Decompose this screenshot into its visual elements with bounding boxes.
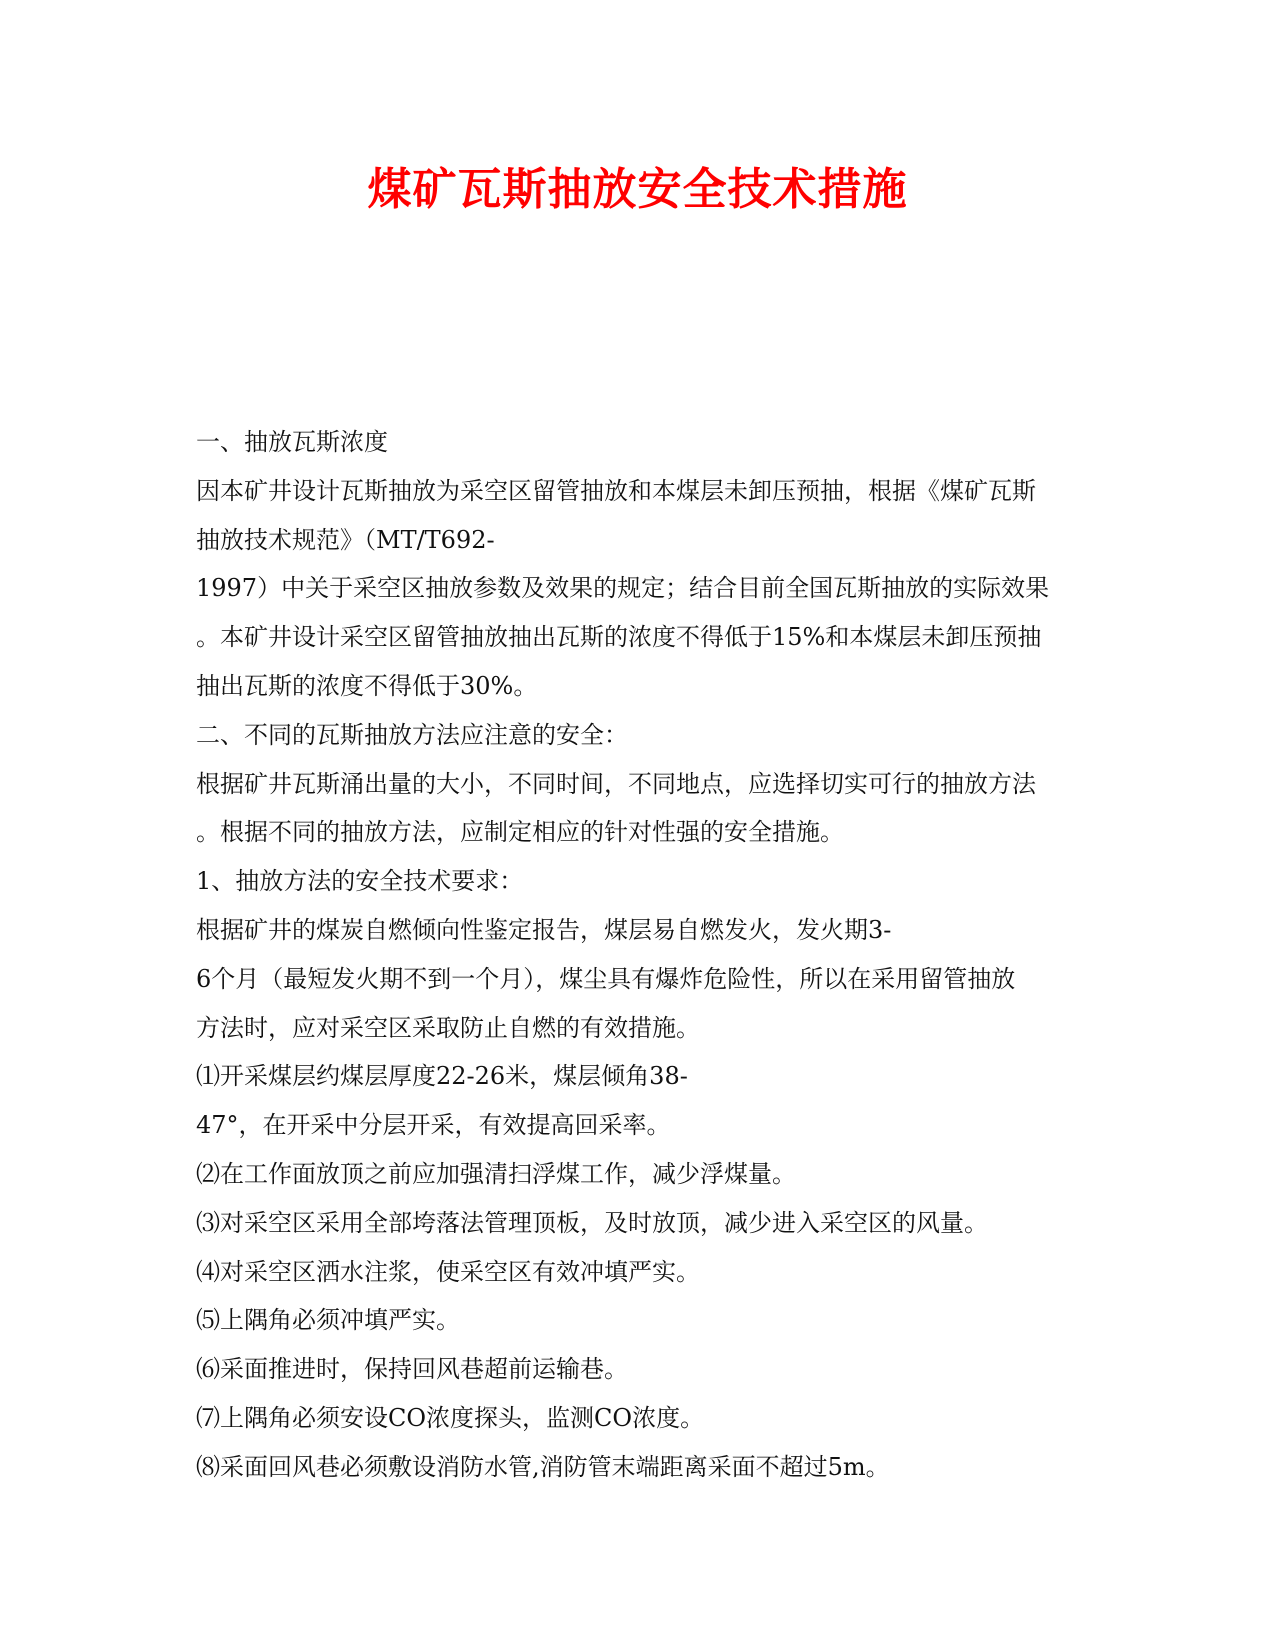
paragraph-line: 因本矿井设计瓦斯抽放为采空区留管抽放和本煤层未卸压预抽，根据《煤矿瓦斯	[196, 476, 1036, 505]
paragraph-line: 抽放技术规范》（MT/T692-	[196, 525, 495, 554]
list-item: 47°，在开采中分层开采，有效提高回采率。	[196, 1111, 671, 1140]
list-item: ⑷对采空区洒水注浆，使采空区有效冲填严实。	[196, 1257, 700, 1286]
paragraph-line: 。本矿井设计采空区留管抽放抽出瓦斯的浓度不得低于15%和本煤层未卸压预抽	[196, 623, 1042, 652]
list-item: ⑵在工作面放顶之前应加强清扫浮煤工作，减少浮煤量。	[196, 1159, 796, 1188]
list-item: ⑸上隅角必须冲填严实。	[196, 1306, 460, 1335]
paragraph-line: 1997）中关于采空区抽放参数及效果的规定；结合目前全国瓦斯抽放的实际效果	[196, 574, 1050, 603]
paragraph-line: 根据矿井瓦斯涌出量的大小，不同时间，不同地点，应选择切实可行的抽放方法	[196, 769, 1036, 798]
list-item: ⑹采面推进时，保持回风巷超前运输巷。	[196, 1355, 628, 1384]
list-item: ⑺上隅角必须安设CO浓度探头，监测CO浓度。	[196, 1403, 705, 1432]
list-item: ⑴开采煤层约煤层厚度22-26米，煤层倾角38-	[196, 1062, 688, 1091]
paragraph-line: 方法时，应对采空区采取防止自燃的有效措施。	[196, 1013, 700, 1042]
list-item: ⑻采面回风巷必须敷设消防水管,消防管末端距离采面不超过5m。	[196, 1452, 890, 1481]
paragraph-line: 6个月（最短发火期不到一个月），煤尘具有爆炸危险性，所以在采用留管抽放	[196, 964, 1016, 993]
paragraph-line: 。根据不同的抽放方法，应制定相应的针对性强的安全措施。	[196, 818, 844, 847]
document-title: 煤矿瓦斯抽放安全技术措施	[367, 164, 908, 215]
paragraph-line: 抽出瓦斯的浓度不得低于30%。	[196, 671, 538, 700]
section-heading: 一、抽放瓦斯浓度	[196, 428, 388, 456]
list-item: ⑶对采空区采用全部垮落法管理顶板，及时放顶，减少进入采空区的风量。	[196, 1208, 988, 1237]
subsection-heading: 1、抽放方法的安全技术要求：	[196, 867, 524, 896]
document-body	[196, 418, 1076, 1492]
paragraph-line: 根据矿井的煤炭自燃倾向性鉴定报告，煤层易自燃发火，发火期3-	[196, 915, 892, 944]
section-heading: 二、不同的瓦斯抽放方法应注意的安全：	[196, 720, 628, 749]
